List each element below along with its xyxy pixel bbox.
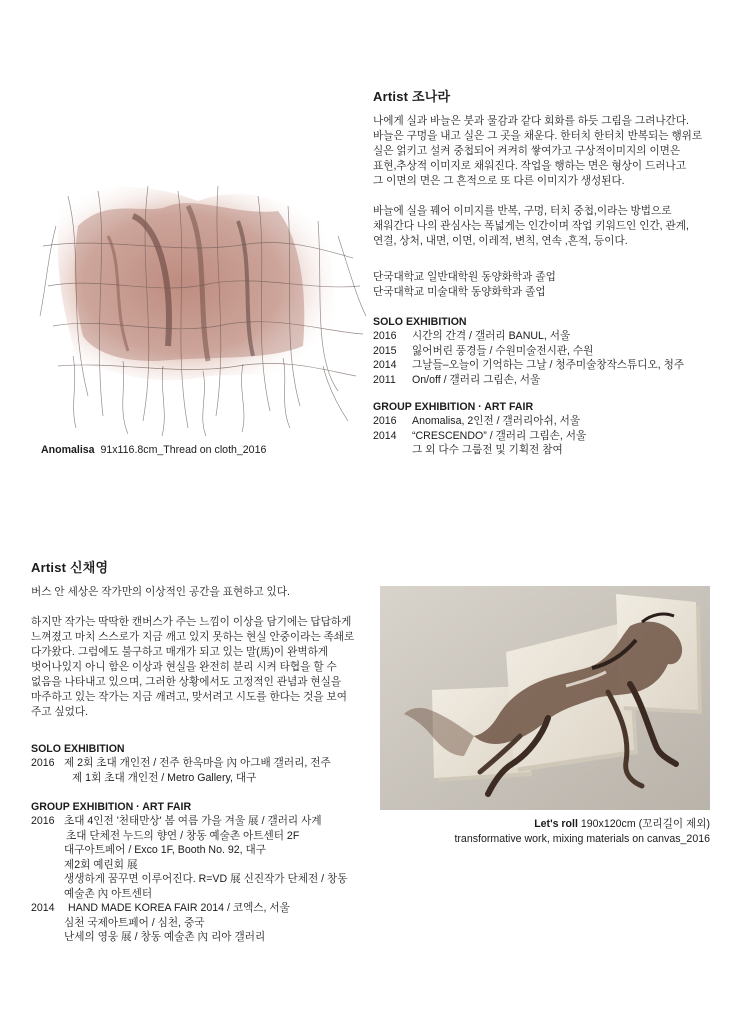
list-item: 2015 잃어버린 풍경들 / 수원미술전시관, 수원 [373, 344, 594, 357]
artist1-heading: Artist 조나라 [373, 89, 451, 104]
artist2-group-exhibition [31, 801, 381, 945]
anomalisa-caption [41, 444, 266, 456]
list-item: 2014 그날들–오늘이 기억하는 그날 / 청주미술창작스튜디오, 청주 [373, 359, 685, 371]
anomalisa-artwork-image [38, 166, 368, 438]
lets-roll-artwork-image [380, 586, 710, 810]
list-item: 2016 제 2회 초대 개인전 / 전주 한옥마을 內 아그배 갤러리, 전주 제 1회 초대 개인전 / Metro Gallery, 대구 [31, 757, 331, 784]
list-item: 2014 “CRESCENDO” / 갤러리 그림손, 서울 [373, 429, 587, 442]
list-item: 2016 Anomalisa, 2인전 / 갤러리아쉬, 서울 [373, 415, 581, 427]
artist1-group-exhibition [373, 401, 733, 458]
list-item: 2014 HAND MADE KOREA FAIR 2014 / 코엑스, 서울 심천 국제아트페어 / 심천, 중국 난세의 영웅 展 / 창동 예술촌 內 리아 갤러리 [31, 902, 290, 943]
artwork-size: 190x120cm (꼬리길이 제외) [580, 818, 710, 830]
artist1-education: 단국대학교 일반대학원 동양화학과 졸업 단국대학교 미술대학 동양화학과 졸업 [373, 271, 556, 298]
artist2-paragraph-1: 버스 안 세상은 작가만의 이상적인 공간을 표현하고 있다. [31, 586, 290, 598]
artist1-solo-exhibition [373, 316, 733, 387]
artist1-statement [373, 114, 723, 249]
artist2-heading: Artist 신채영 [31, 560, 109, 575]
artwork-detail: 91x116.8cm_Thread on cloth_2016 [100, 444, 267, 456]
artwork-title: Anomalisa [41, 444, 95, 456]
artist1-paragraph-2: 바늘에 실을 꿰어 이미지를 반복, 구멍, 터치 중첩,이라는 방법으로 채워간다 나의 관심사는 폭넓게는 인간이며 작업 키워드인 인간, 관계, 연결, 상처, 내면, 이면, 이레적, 변칙, 연속 ,흔적, 등이다. [373, 205, 689, 247]
artist2-paragraph-2: 하지만 작가는 딱딱한 캔버스가 주는 느낌이 이상을 담기에는 답답하게 느껴졌고 마치 스스로가 지금 깨고 있지 못하는 현실 안중이라는 족쇄로 다가왔다. 그럼에도 불구하고 매개가 되고 있는 말(馬)이 완벽하게 벗어나있지 아니 함은 이상과 현실을 완전히 분리 시켜 타협을 할 수 없음을 나타내고 있으며, 그러한 상황에서도 고정적인 관념과 현실을 마주하고 있는 작가는 지금 깨려고, 맞서려고 시도를 한다는 것을 보여 주고 싶었다. [31, 616, 355, 718]
list-item: 2016 시간의 간격 / 갤러리 BANUL, 서울 [373, 330, 571, 342]
list-item: 2011 On/off / 갤러리 그림손, 서울 [373, 373, 541, 386]
artwork-title: Let's roll [534, 818, 578, 830]
lets-roll-caption-line-1 [380, 816, 710, 831]
artist2-solo-exhibition [31, 743, 381, 785]
list-item: 2016 초대 4인전 '천태만상' 봄 여름 가을 겨울 展 / 갤러리 사계 초대 단체전 누드의 향연 / 창동 예술촌 아트센터 2F 대구아트페어 / Exco 1F, Booth No. 92, 대구 제2회 예린회 展 생생하게 꿈꾸면 이루어진다. R=VD 展 신진작가 단체전 / 창동 예술촌 內 아트센터 [31, 815, 348, 900]
section-title: SOLO EXHIBITION [373, 316, 467, 328]
artist2-statement [31, 585, 381, 720]
section-title: SOLO EXHIBITION [31, 743, 125, 755]
list-item: 그 외 다수 그룹전 및 기획전 참여 [412, 444, 563, 456]
artist1-paragraph-1: 나에게 실과 바늘은 붓과 물감과 같다 회화를 하듯 그림을 그려나간다. 바늘은 구멍을 내고 실은 그 곳을 채운다. 한터치 한터치 반복되는 행위로 실은 얽키고 설켜 중첩되어 켜켜히 쌓여가고 구상적이미지의 이면은 표현,추상적 이미지로 채워진다. 작업을 행하는 면은 형상이 드러나고 그 이면의 면은 그 흔적으로 또 다른 이미지가 생성된다. [373, 115, 703, 187]
lets-roll-caption-line-2: transformative work, mixing materials on canvas_2016 [454, 833, 710, 845]
section-title: GROUP EXHIBITION · ART FAIR [373, 401, 534, 413]
section-title: GROUP EXHIBITION · ART FAIR [31, 801, 192, 813]
